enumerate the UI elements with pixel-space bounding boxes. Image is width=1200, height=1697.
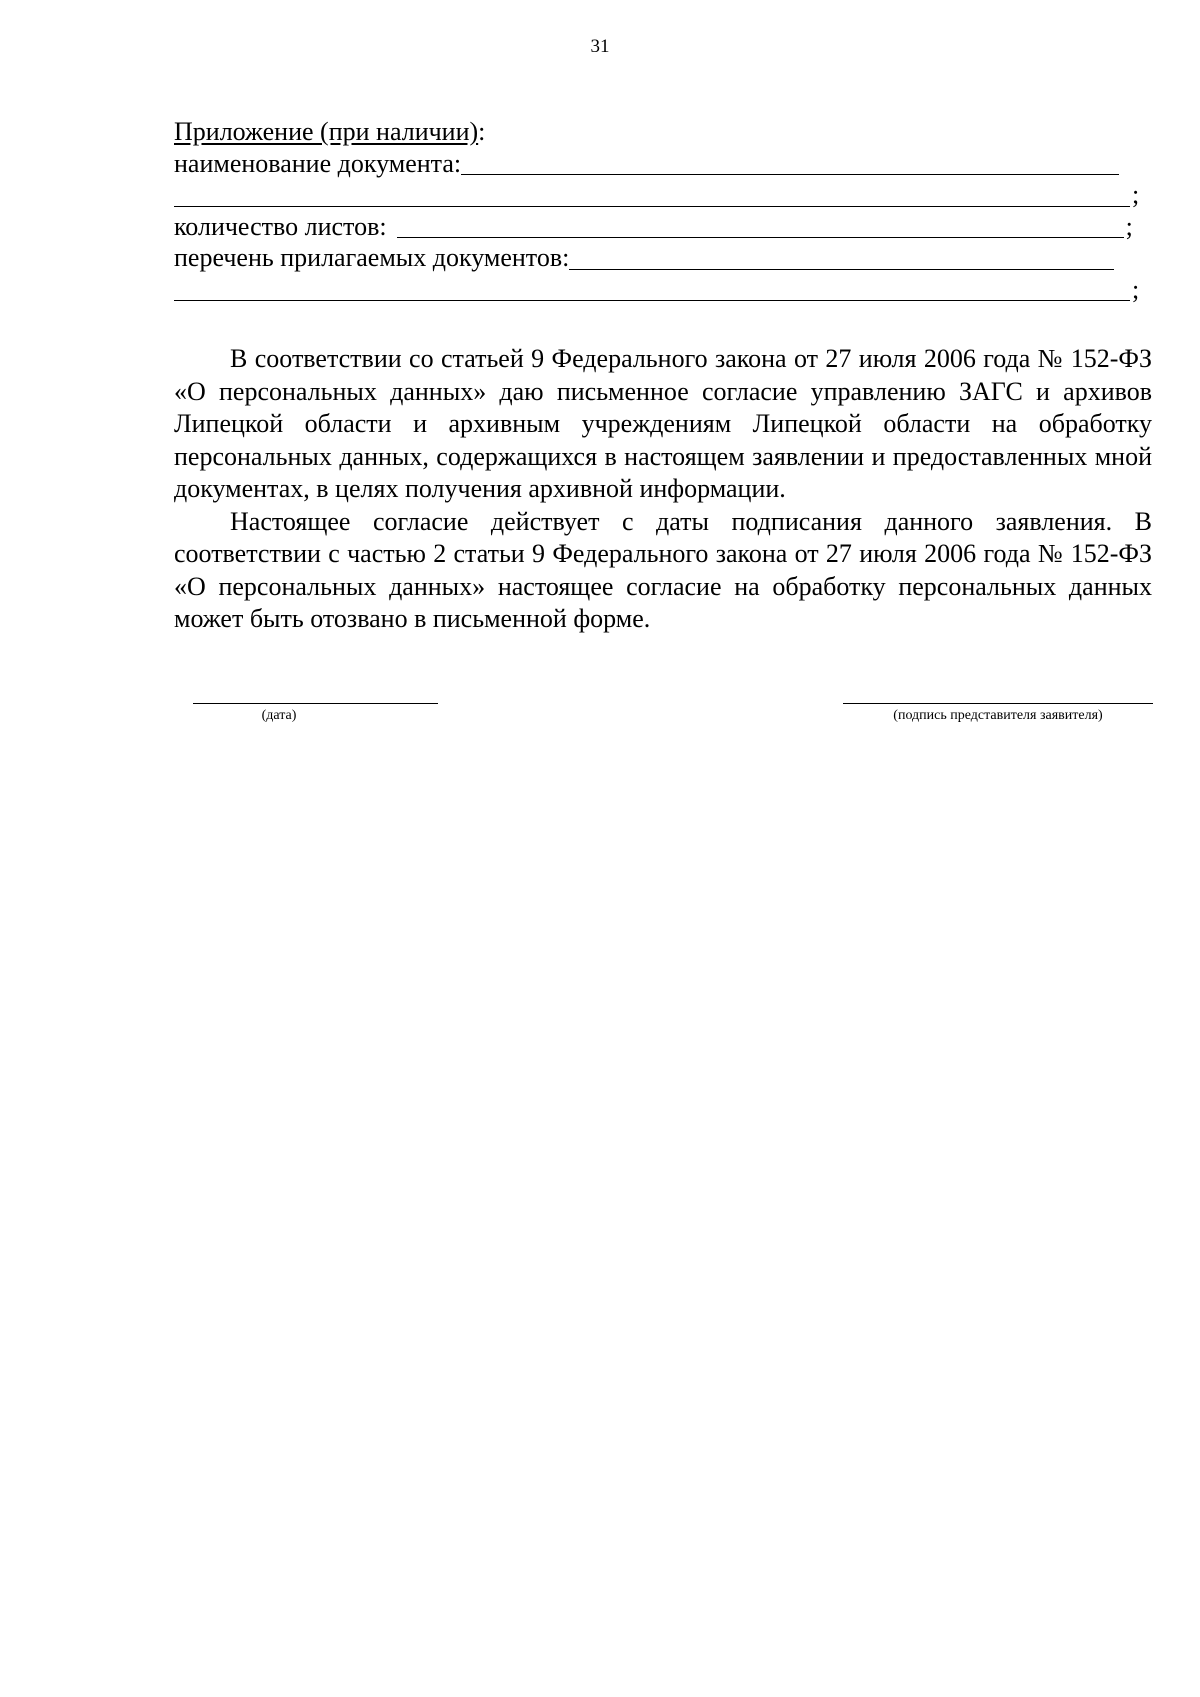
documents-list-continuation-blank-line[interactable]	[174, 276, 1130, 301]
attachments-title-colon: :	[478, 117, 486, 146]
consent-paragraph-2: Настоящее согласие действует с даты подписания данного заявления. В соответствии с частью 2 статьи 9 Федерального закона от 27 июля 2006 года № 152-ФЗ «О персональных данных» настоящее согласие на обработку персональных данных может быть отозвано в письменной форме.	[174, 506, 1152, 633]
date-signature-line[interactable]	[193, 703, 438, 704]
page-number: 31	[590, 36, 610, 57]
documents-list-continuation-row	[174, 274, 1154, 306]
document-name-continuation-blank-line[interactable]	[174, 182, 1130, 207]
line-end-semicolon: ;	[1125, 211, 1133, 241]
consent-paragraph-1: В соответствии со статьей 9 Федерального закона от 27 июля 2006 года № 152-ФЗ «О персональных данных» даю письменное согласие управлению ЗАГС и архивов Липецкой области и архивным учреждениям Липецкой области на обработку персональных данных, содержащихся в настоящем заявлении и предоставленных мной документах, в целях получения архивной информации.	[174, 344, 1152, 503]
sheets-count-row	[174, 211, 1154, 243]
attachments-section	[174, 116, 1154, 305]
line-end-semicolon: ;	[1132, 180, 1140, 209]
documents-list-label: перечень прилагаемых документов:	[174, 243, 570, 272]
consent-text	[174, 343, 1152, 636]
document-name-blank-line[interactable]	[461, 150, 1119, 175]
documents-list-blank-line[interactable]	[569, 245, 1114, 270]
document-name-row	[174, 148, 1154, 180]
attachments-title: Приложение (при наличии)	[174, 117, 479, 146]
date-caption: (дата)	[261, 708, 297, 723]
sheets-count-blank-line[interactable]	[397, 213, 1124, 238]
attachments-heading-row	[174, 116, 1154, 148]
line-end-semicolon: ;	[1132, 274, 1140, 304]
document-name-continuation-row	[174, 179, 1154, 211]
documents-list-row	[174, 242, 1154, 274]
representative-signature-caption: (подпись представителя заявителя)	[893, 708, 1103, 723]
sheets-count-label: количество листов:	[174, 211, 387, 241]
document-name-label: наименование документа:	[174, 148, 462, 178]
representative-signature-line[interactable]	[843, 703, 1153, 704]
